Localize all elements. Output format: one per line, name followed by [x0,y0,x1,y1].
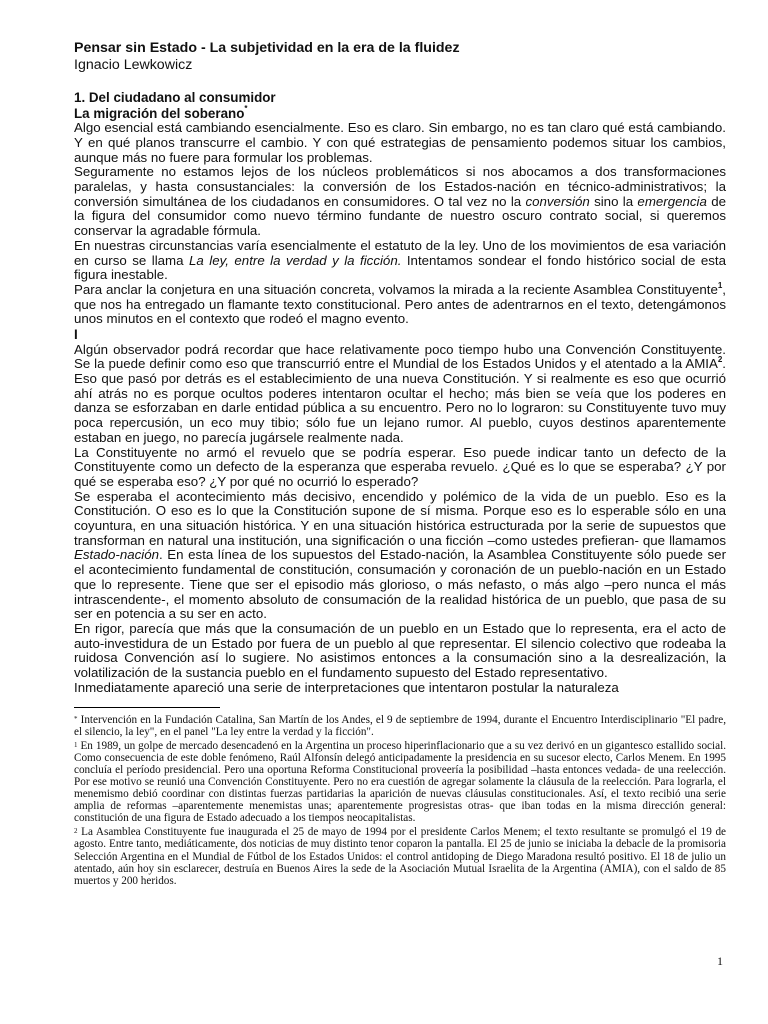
footnote-divider [74,707,220,708]
footnote-2 [74,826,726,886]
paragraph-3-emphasis-title: La ley, entre la verdad y la ficción. [188,252,402,268]
document-title: Pensar sin Estado - La subjetividad en la era de la fluidez [74,40,460,56]
paragraph-7 [74,490,726,622]
paragraph-7-text-c: . En esta línea de los supuestos del Estado-nación, la Asamblea Constituyente sólo puede ser el acontecimiento fundamental de constitución, consumación y coronación de un pueblo-nación en un Estado que lo represente. Tiene que ser el episodio más glorioso, o más nefasto, o más algo –pero nunca el más intrascendente-, el momento absoluto de consumación de la realidad histórica de un pueblo, que pasa de su ser en potencia a su ser en acto. [74,547,726,622]
footnote-1-text: En 1989, un golpe de mercado desencadenó en la Argentina un proceso hiperinflacionario que a su vez derivó en un gigantesco estallido social. Como consecuencia de este doble fenómeno, Raúl Alfonsín delegó anticipadamente la presidencia en su sucesor electo, Carlos Menem. En 1995 concluía el período presidencial. Pero una oportuna Reforma Constitucional proveería la posibilidad –hasta entonces vedada- de una reelección. Por ese motivo se reunió una Convención Constituyente. Pero no era cuestión de agregar solamente la cláusula de la reelección. Para lograrla, el menemismo debió coordinar con distintas fuerzas partidarias la aparición de nuevas cláusulas constitucionales. Así, el texto recibió una serie amplia de reformas –aparentemente menemistas unas; aparentemente progresistas otras- que iban todas en la misma dirección general: constitución de una figura de Estado adecuado a los tiempos neocapitalistas. [74,739,726,825]
subheading-footnote-mark: * [244,103,248,113]
paragraph-2-emphasis-conversion: conversión [525,193,590,209]
footnote-0 [74,714,726,738]
paragraph-5-text-a: Algún observador podrá recordar que hace relativamente poco tiempo hubo una Convención Constituyente. Se la puede definir como eso que transcurrió entre el Mundial de los Estados Unidos y el atentado a la AMIA [74,341,726,372]
paragraph-4-text-a: Para anclar la conjetura en una situación concreta, volvamos la mirada a la reciente Asamblea Constituyente [74,281,718,297]
section-heading: 1. Del ciudadano al consumidor [74,90,276,105]
paragraph-3 [74,239,726,283]
document-page [74,40,726,889]
footnote-2-text: La Asamblea Constituyente fue inaugurada el 25 de mayo de 1994 por el presidente Carlos Menem; el texto resultante se promulgó el 19 de agosto. Entre tanto, mediáticamente, dos noticias de muy distinto tenor coparon la pantalla. El 25 de junio se iniciaba la debacle de la promisoria Selección Argentina en el Mundial de Fútbol de los Estados Unidos: el control antidoping de Diego Maradona resultó positivo. El 18 de julio un atentado, aún hoy sin esclarecer, destruía en Buenos Aires la sede de la Asociación Mutual Israelita de la Argentina (AMIA), con el saldo de 85 muertos y 200 heridos. [74,826,726,887]
paragraph-2-text-c: sino la [589,193,638,209]
paragraph-4 [74,280,726,327]
paragraph-9: Inmediatamente apareció una serie de interpretaciones que intentaron postular la naturaleza [74,679,619,695]
paragraph-1: Algo esencial está cambiando esencialmente. Eso es claro. Sin embargo, no es tan claro qué está cambiando. Y en qué planos transcurre el cambio. Y con qué estrategias de pensamiento podemos situar los cambios, aunque más no fuere para formular los problemas. [74,120,726,165]
paragraph-3-text-c: Intentamos sondear el fondo histórico social de esta figura inestable. [74,252,726,283]
paragraph-7-text-a: Se esperaba el acontecimiento más decisivo, encendido y polémico de la vida de un pueblo. Eso es la Constitución. O eso es lo que la Constitución supone de sí misma. Porque eso es lo esperable sólo en una coyuntura, en una situación histórica. Y en una situación histórica estructurada por la serie de supuestos que transforman en natural una institución, una significación o una ficción –como ustedes prefieran- que llamamos [74,488,726,548]
footnote-1-mark: 1 [74,740,78,749]
footnote-2-mark: 2 [74,827,78,836]
document-author: Ignacio Lewkowicz [74,57,193,73]
paragraph-3-text-a: En nuestras circunstancias varía esencialmente el estatuto de la ley. Uno de los movimientos de esa variación en curso se llama [74,237,726,268]
footnote-ref-2: 2 [717,355,723,365]
footnote-0-text: Intervención en la Fundación Catalina, San Martín de los Andes, el 9 de septiembre de 1994, durante el Encuentro Interdisciplinario "El padre, el silencio, la ley", en el panel "La ley entre la verdad y la ficción". [74,713,726,738]
paragraph-2-emphasis-emergencia: emergencia [637,193,707,209]
section-subheading [74,103,726,122]
footnote-ref-1: 1 [717,280,723,290]
roman-numeral-heading: I [74,327,78,343]
paragraph-4-text-b: , que nos ha entregado un flamante texto constitucional. Pero antes de adentrarnos en el texto, detengámonos unos minutos en el contexto que rodeó el magno evento. [74,281,726,327]
paragraph-5 [74,343,726,446]
page-number: 1 [717,954,723,968]
paragraph-5-text-b: . Eso que pasó por detrás es el establecimiento de una nueva Constitución. Y si realmente es eso que ocurrió ahí atrás no es porque ocultos poderes intentaron ocultar el hecho; más bien se veía que los poderes en danza se esforzaban en darle entidad pública a su encuentro. Pero no lo lograron: su Constituyente tuvo muy poca repercusión, un eco muy tibio; sólo fue un lejano rumor. Al pueblo, cuyos destinos aparentemente estaban en juego, no parecía jugársele realmente nada. [74,356,726,445]
subheading-text: La migración del soberano [74,105,245,121]
footnote-0-mark: * [74,714,78,723]
paragraph-2-text-e: de la figura del consumidor como nuevo término fundante de nuestro oscuro contrato social, si queremos conservar la agradable fórmula. [74,193,726,239]
paragraph-7-emphasis-estado-nacion: Estado-nación [74,547,160,563]
paragraph-8: En rigor, parecía que más que la consumación de un pueblo en un Estado que lo representa, era el acto de auto-investidura de un Estado por fuera de un pueblo al que representar. El silencio colectivo que rodeaba la ruidosa Convención así lo sugiere. No asistimos entonces a la consumación sino a la desrealización, la volatilización de la sustancia pueblo en el fundamento supuesto del Estado representativo. [74,620,726,681]
footnote-1 [74,740,726,825]
paragraph-2-text-a: Seguramente no estamos lejos de los núcleos problemáticos si nos abocamos a dos transformaciones paralelas, y hasta consustanciales: la conversión de los Estados-nación en técnico-administrativos; la conversión simultánea de los ciudadanos en consumidores. O tal vez no la [74,164,726,209]
paragraph-2 [74,165,726,239]
paragraph-6: La Constituyente no armó el revuelo que se podría esperar. Eso puede indicar tanto un defecto de la Constituyente como un defecto de la esperanza que esperaba revuelo. ¿Qué es lo que se esperaba? ¿Y por qué se esperaba eso? ¿Y por qué no ocurrió lo esperado? [74,444,726,489]
